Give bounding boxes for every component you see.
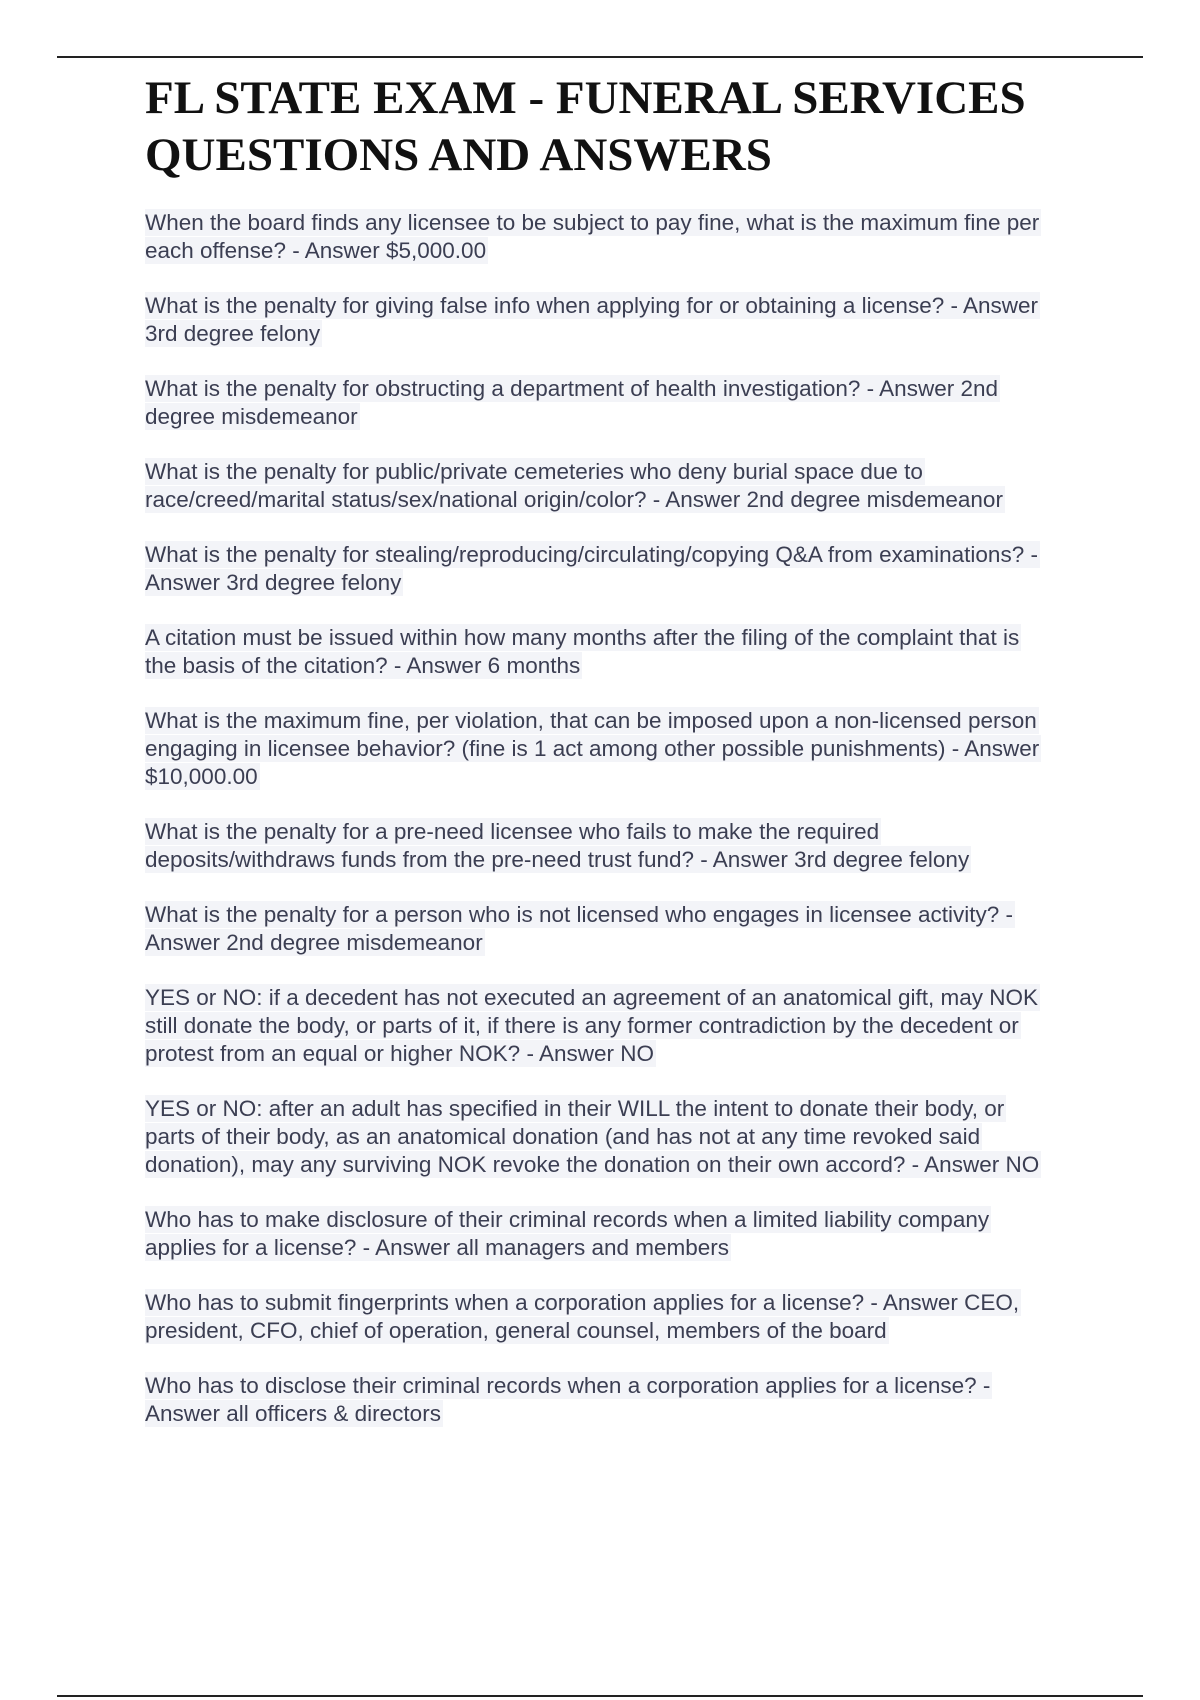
qa-item [145, 1372, 1055, 1428]
qa-item [145, 984, 1055, 1068]
qa-text: A citation must be issued within how many months after the filing of the complaint that is the basis of the citation? - Answer 6 months [145, 625, 1020, 678]
qa-item [145, 209, 1055, 265]
page-title [145, 70, 1155, 184]
qa-item [145, 624, 1055, 680]
qa-item [145, 292, 1055, 348]
qa-item [145, 1289, 1055, 1345]
qa-text: YES or NO: if a decedent has not executed an agreement of an anatomical gift, may NOK still donate the body, or parts of it, if there is any former contradiction by the decedent or protest from an equal or higher NOK? - Answer NO [145, 985, 1038, 1066]
title-line-1: FL STATE EXAM - FUNERAL SERVICES [145, 72, 1026, 124]
qa-item [145, 375, 1055, 431]
qa-item [145, 707, 1055, 791]
qa-text: Who has to submit fingerprints when a corporation applies for a license? - Answer CEO, president, CFO, chief of operation, general counsel, members of the board [145, 1290, 1020, 1343]
qa-list [145, 209, 1055, 1455]
qa-text: Who has to make disclosure of their criminal records when a limited liability company applies for a license? - Answer all managers and members [145, 1207, 990, 1260]
title-line-2: QUESTIONS AND ANSWERS [145, 129, 772, 181]
qa-text: What is the penalty for public/private cemeteries who deny burial space due to race/creed/marital status/sex/national origin/color? - Answer 2nd degree misdemeanor [145, 459, 1003, 512]
qa-text: What is the penalty for obstructing a department of health investigation? - Answer 2nd degree misdemeanor [145, 376, 998, 429]
qa-item [145, 541, 1055, 597]
qa-text: What is the penalty for a person who is not licensed who engages in licensee activity? - Answer 2nd degree misdemeanor [145, 902, 1013, 955]
top-divider [57, 56, 1143, 58]
qa-item [145, 458, 1055, 514]
qa-text: What is the penalty for giving false info when applying for or obtaining a license? - Answer 3rd degree felony [145, 293, 1039, 346]
qa-text: Who has to disclose their criminal records when a corporation applies for a license? - Answer all officers & directors [145, 1373, 991, 1426]
qa-item [145, 1095, 1055, 1179]
qa-item [145, 1206, 1055, 1262]
qa-text: What is the penalty for stealing/reproducing/circulating/copying Q&A from examinations? - Answer 3rd degree felony [145, 542, 1038, 595]
qa-item [145, 901, 1055, 957]
qa-text: When the board finds any licensee to be subject to pay fine, what is the maximum fine per each offense? - Answer $5,000.00 [145, 210, 1040, 263]
qa-text: What is the maximum fine, per violation, that can be imposed upon a non-licensed person engaging in licensee behavior? (fine is 1 act among other possible punishments) - Answer $10,000.00 [145, 708, 1040, 789]
qa-text: YES or NO: after an adult has specified in their WILL the intent to donate their body, or parts of their body, as an anatomical donation (and has not at any time revoked said donation), may any surviving NOK revoke the donation on their own accord? - Answer NO [145, 1096, 1040, 1177]
qa-item [145, 818, 1055, 874]
qa-text: What is the penalty for a pre-need licensee who fails to make the required deposits/withdraws funds from the pre-need trust fund? - Answer 3rd degree felony [145, 819, 970, 872]
bottom-divider [57, 1695, 1143, 1697]
